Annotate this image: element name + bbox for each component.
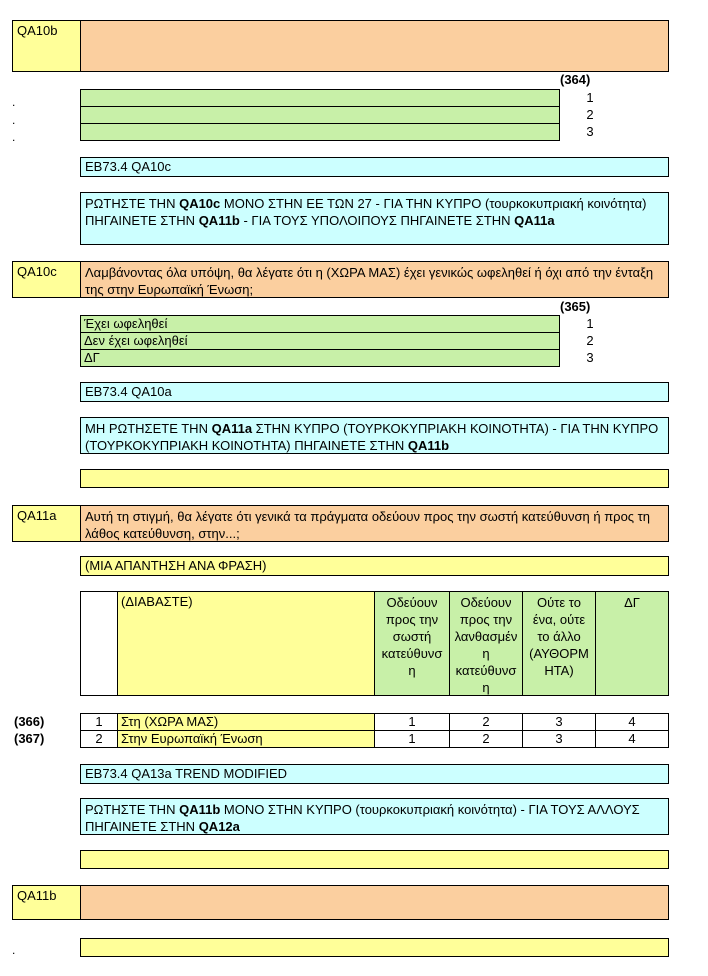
qa11a-code: QA11a	[12, 505, 81, 542]
qa11a-row-var-code: (367)	[14, 731, 45, 746]
qa10c-option-label: Δεν έχει ωφεληθεί	[80, 332, 560, 350]
qa10c-option-code: 2	[586, 333, 594, 348]
instruction-text: ΡΩΤΗΣΤΕ ΤΗΝ	[85, 196, 180, 211]
question-reference: QA11b	[198, 213, 240, 228]
qa11b-option-marker: .	[12, 943, 16, 957]
qa10b-option-row	[80, 106, 560, 124]
question-reference: QA11b	[407, 438, 450, 453]
question-reference: QA10c	[179, 196, 221, 211]
question-reference: QA12a	[198, 819, 240, 834]
instruction-text: ΜΟΝΟ ΣΤΗΝ ΚΥΠΡΟ (τουρκοκυπριακή κοινότητα) - ΓΙΑ ΤΟΥΣ ΑΛΛΟΥΣ ΠΗΓΑΙΝΕΤΕ ΣΤΗΝ	[85, 802, 640, 834]
qa10c-option-code: 1	[586, 316, 594, 331]
qa10b-option-marker: .	[12, 113, 16, 127]
qa10b-option-marker: .	[12, 95, 16, 109]
qa10b-option-code: 2	[586, 107, 594, 122]
qa11a-header-blank	[80, 591, 118, 696]
qa11a-row-number: 1	[80, 713, 118, 731]
qa11a-row-var-code: (366)	[14, 714, 45, 729]
qa10b-option-marker: .	[12, 130, 16, 144]
question-reference: QA11a	[514, 213, 555, 228]
qa10b-code: QA10b	[12, 20, 81, 72]
qa10b-option-code: 1	[586, 90, 594, 105]
qa11a-column-header: ΔΓ	[595, 591, 669, 696]
qa11a-answer-code: 2	[449, 713, 523, 731]
qa11a-answer-code: 1	[374, 713, 450, 731]
qa10c-option-code: 3	[586, 350, 594, 365]
qa11b-code: QA11b	[12, 885, 81, 920]
qa10c-var-code: (365)	[560, 299, 591, 314]
instruction-text: ΣΤΗΝ ΚΥΠΡΟ (ΤΟΥΡΚΟΚΥΠΡΙΑΚΗ ΚΟΙΝΟΤΗΤΑ) - ΓΙΑ ΤΗΝ ΚΥΠΡΟ (ΤΟΥΡΚΟΚΥΠΡΙΑΚΗ ΚΟΙΝΟΤΗΤΑ) ΠΗΓΑΙΝΕΤΕ ΣΤΗΝ	[85, 421, 659, 453]
qa11b-option-row	[80, 938, 669, 957]
qa10c-option-label: ΔΓ	[80, 349, 560, 367]
qa10b-option-code: 3	[586, 124, 594, 139]
qa11a-row-number: 2	[80, 730, 118, 748]
qa11a-answer-code: 4	[595, 730, 669, 748]
qa11a-column-header: Οδεύουν προς την λανθασμέν η κατεύθυνσ η	[449, 591, 523, 696]
qa10b-option-row	[80, 123, 560, 141]
qa11a-row-label: Στη (ΧΩΡΑ ΜΑΣ)	[117, 713, 375, 731]
instruction-text: ΜΗ ΡΩΤΗΣΕΤΕ ΤΗΝ	[85, 421, 212, 436]
qa10b-option-row	[80, 89, 560, 107]
qa11a-row-label: Στην Ευρωπαϊκή Ένωση	[117, 730, 375, 748]
qa11a-column-header: Ούτε το ένα, ούτε το άλλο (ΑΥΘΟΡΜ ΗΤΑ)	[522, 591, 596, 696]
instruction-text: ΜΟΝΟ ΣΤΗΝ ΕΕ ΤΩΝ 27 - ΓΙΑ ΤΗΝ ΚΥΠΡΟ (τουρκοκυπριακή κοινότητα) ΠΗΓΑΙΝΕΤΕ ΣΤΗΝ	[85, 196, 647, 228]
qa10c-code: QA10c	[12, 261, 81, 298]
qa11a-question: Αυτή τη στιγμή, θα λέγατε ότι γενικά τα πράγματα οδεύουν προς την σωστή κατεύθυνση ή προς τη λάθος κατεύθυνση, στην...;	[80, 505, 669, 542]
qa11a-answer-code: 2	[449, 730, 523, 748]
qa11a-answer-code: 3	[522, 713, 596, 731]
qa10c-source: EB73.4 QA10a	[80, 382, 669, 402]
qa10c-empty-bar	[80, 469, 669, 488]
qa11a-note: (ΜΙΑ ΑΠΑΝΤΗΣΗ ΑΝΑ ΦΡΑΣΗ)	[80, 556, 669, 576]
question-reference: QA11b	[179, 802, 221, 817]
qa10c-option-label: Έχει ωφεληθεί	[80, 315, 560, 333]
question-reference: QA11a	[211, 421, 253, 436]
qa11a-read-label: (ΔΙΑΒΑΣΤΕ)	[117, 591, 375, 696]
qa10b-source: EB73.4 QA10c	[80, 157, 669, 177]
qa10b-routing-instruction	[80, 192, 669, 245]
qa11a-empty-bar	[80, 850, 669, 869]
qa10c-question: Λαμβάνοντας όλα υπόψη, θα λέγατε ότι η (ΧΩΡΑ ΜΑΣ) έχει γενικώς ωφεληθεί ή όχι από την ένταξη της στην Ευρωπαϊκή Ένωση;	[80, 261, 669, 298]
qa11a-answer-code: 4	[595, 713, 669, 731]
qa11a-answer-code: 1	[374, 730, 450, 748]
qa10c-routing-instruction	[80, 417, 669, 454]
qa11a-column-header: Οδεύουν προς την σωστή κατεύθυνσ η	[374, 591, 450, 696]
qa11b-question	[80, 885, 669, 920]
qa11a-answer-code: 3	[522, 730, 596, 748]
qa10b-var-code: (364)	[560, 72, 591, 87]
instruction-text: - ΓΙΑ ΤΟΥΣ ΥΠΟΛΟΙΠΟΥΣ ΠΗΓΑΙΝΕΤΕ ΣΤΗΝ	[239, 213, 515, 228]
instruction-text: ΡΩΤΗΣΤΕ ΤΗΝ	[85, 802, 180, 817]
qa10b-question	[80, 20, 669, 72]
qa11a-source: EB73.4 QA13a TREND MODIFIED	[80, 764, 669, 784]
qa11a-routing-instruction	[80, 798, 669, 835]
